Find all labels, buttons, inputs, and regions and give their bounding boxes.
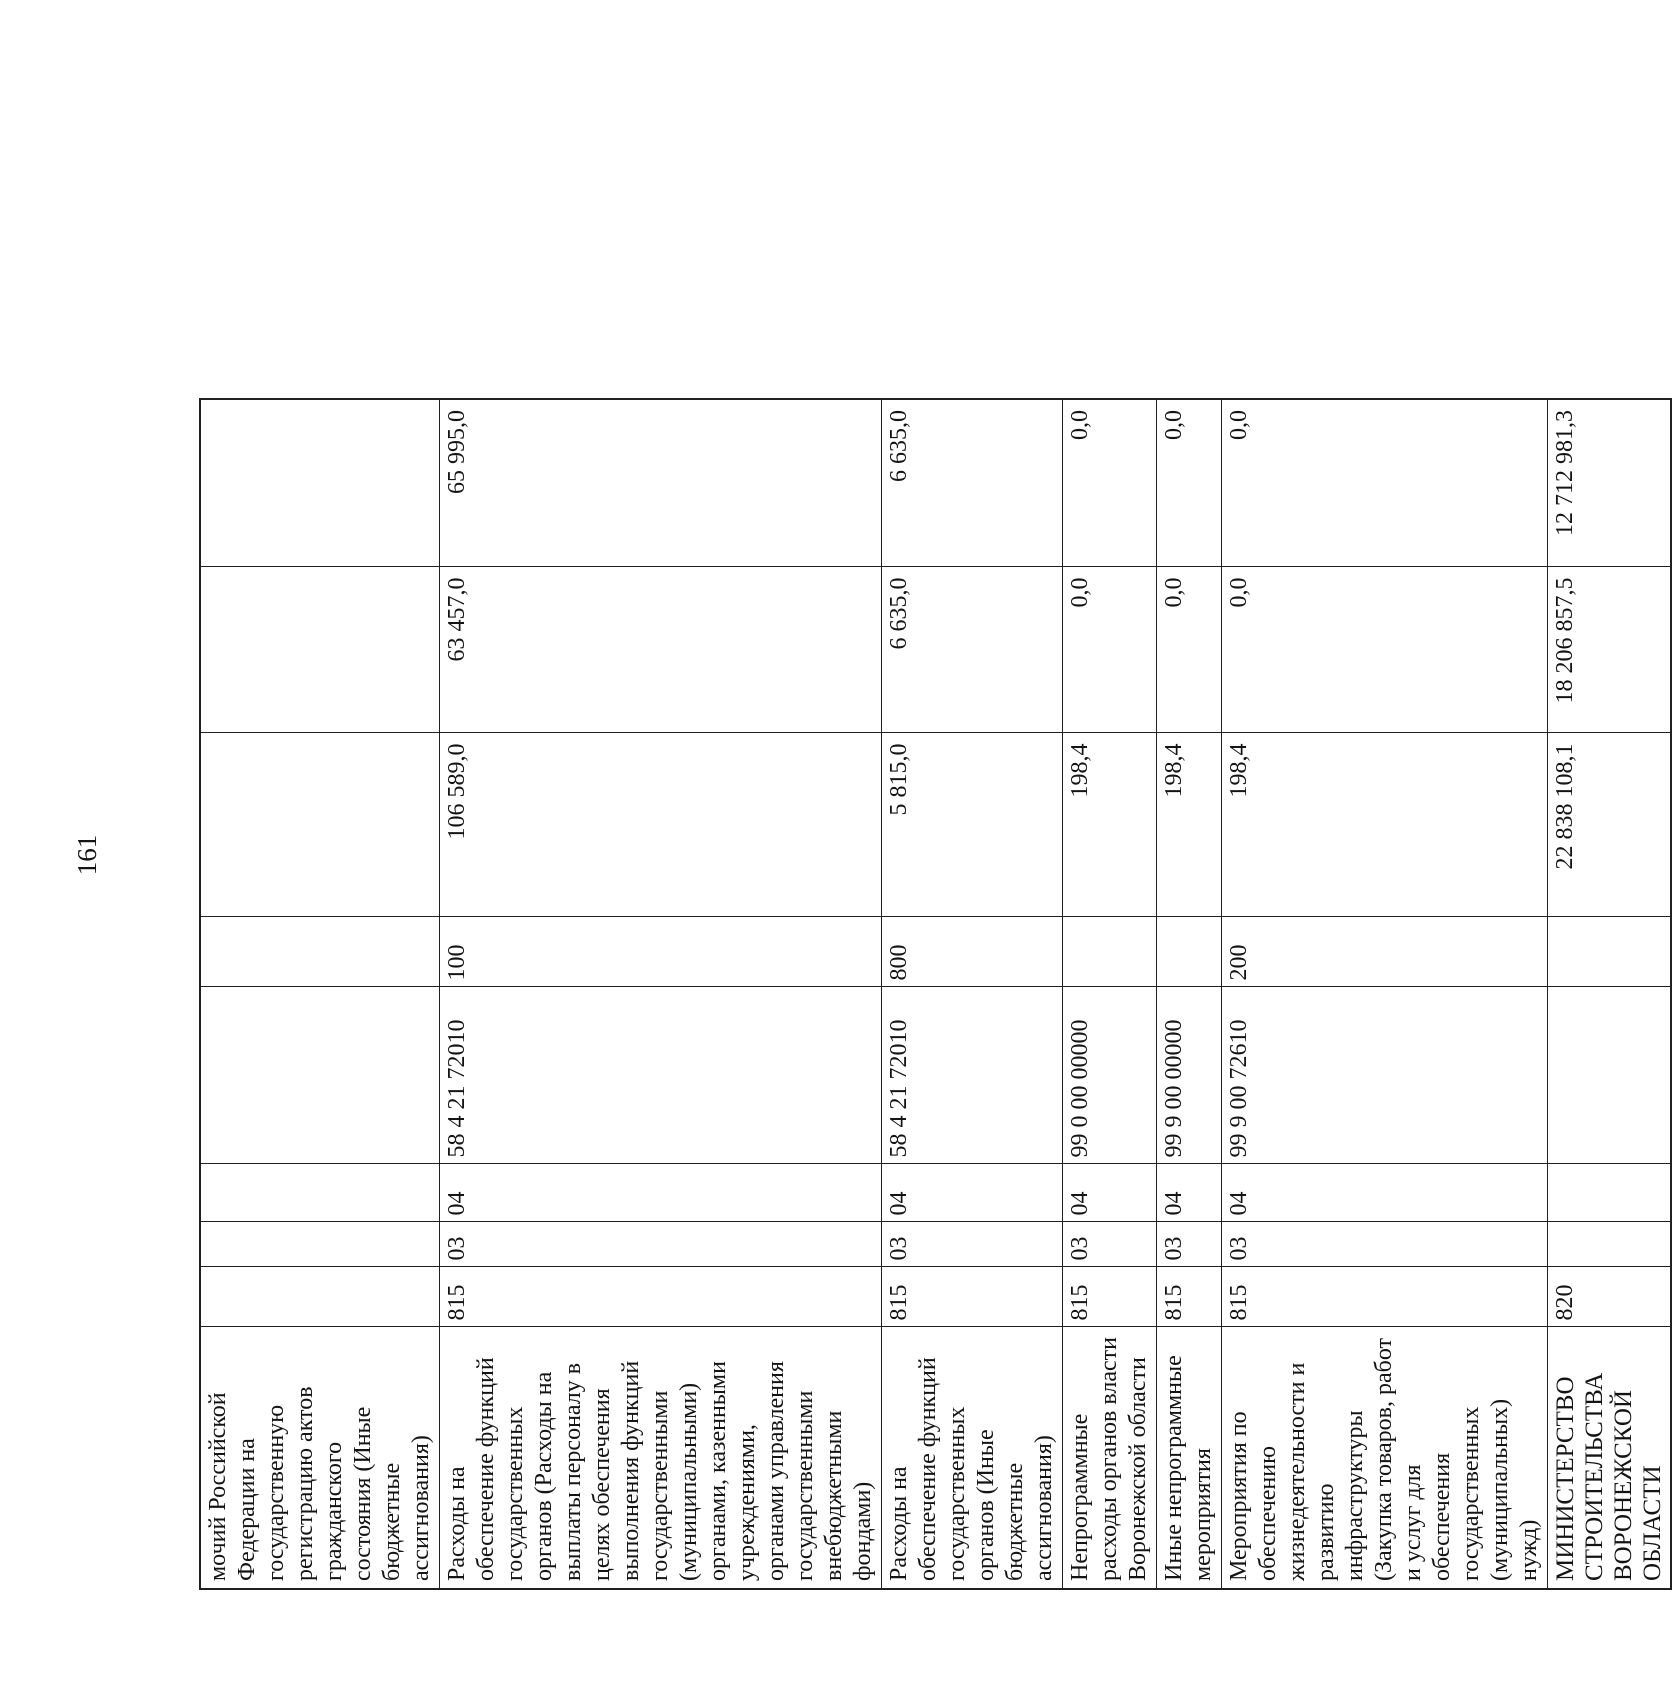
- vr-cell: [200, 917, 440, 987]
- gr-cell: 815: [882, 1267, 1063, 1327]
- pr-cell: [200, 1164, 440, 1222]
- pr-cell: [1548, 1164, 1672, 1222]
- budget-table: [199, 398, 1672, 1590]
- amount-1-cell: 198,4: [1063, 733, 1157, 917]
- csr-cell: [200, 987, 440, 1164]
- row-name-cell: Иные непрограммные мероприятия: [1157, 1327, 1222, 1589]
- csr-cell: 58 4 21 72010: [440, 987, 882, 1164]
- amount-3-cell: 6 635,0: [882, 399, 1063, 567]
- csr-cell: 99 0 00 00000: [1063, 987, 1157, 1164]
- vr-cell: 200: [1222, 917, 1548, 987]
- row-name-cell: Расходы на обеспечение функций государственных органов (Расходы на выплаты персоналу в целях обеспечения выполнения функций государственными (муниципальными) органами, казенными учреждениями, органами управления государственными внебюджетными фондами): [440, 1327, 882, 1589]
- table-row: [1548, 399, 1672, 1589]
- amount-3-cell: [200, 399, 440, 567]
- rz-cell: 03: [1222, 1222, 1548, 1267]
- table-row: [200, 399, 440, 1589]
- csr-cell: 99 9 00 72610: [1222, 987, 1548, 1164]
- gr-cell: 820: [1548, 1267, 1672, 1327]
- csr-cell: 58 4 21 72010: [882, 987, 1063, 1164]
- amount-3-cell: 12 712 981,3: [1548, 399, 1672, 567]
- csr-cell: 99 9 00 00000: [1157, 987, 1222, 1164]
- row-name-cell: Расходы на обеспечение функций государственных органов (Иные бюджетные ассигнования): [882, 1327, 1063, 1589]
- amount-1-cell: [200, 733, 440, 917]
- row-name-cell: Мероприятия по обеспечению жизнедеятельности и развитию инфраструктуры (Закупка товаров, работ и услуг для обеспечения государственных (муниципальных) нужд): [1222, 1327, 1548, 1589]
- gr-cell: 815: [1222, 1267, 1548, 1327]
- amount-1-cell: 198,4: [1222, 733, 1548, 917]
- amount-2-cell: 0,0: [1063, 567, 1157, 733]
- amount-2-cell: 63 457,0: [440, 567, 882, 733]
- amount-1-cell: 5 815,0: [882, 733, 1063, 917]
- rz-cell: 03: [882, 1222, 1063, 1267]
- amount-3-cell: 0,0: [1063, 399, 1157, 567]
- rz-cell: [1548, 1222, 1672, 1267]
- amount-2-cell: [200, 567, 440, 733]
- amount-1-cell: 198,4: [1157, 733, 1222, 917]
- amount-2-cell: 6 635,0: [882, 567, 1063, 733]
- pr-cell: 04: [1063, 1164, 1157, 1222]
- page-number: 161: [72, 834, 102, 876]
- rz-cell: 03: [440, 1222, 882, 1267]
- pr-cell: 04: [1222, 1164, 1548, 1222]
- table-row: [882, 399, 1063, 1589]
- row-name-cell: мочий Российской Федерации на государственную регистрацию актов гражданского состояния (Иные бюджетные ассигнования): [200, 1327, 440, 1589]
- pr-cell: 04: [1157, 1164, 1222, 1222]
- vr-cell: [1548, 917, 1672, 987]
- table-row: [1222, 399, 1548, 1589]
- amount-3-cell: 65 995,0: [440, 399, 882, 567]
- gr-cell: 815: [1063, 1267, 1157, 1327]
- vr-cell: 800: [882, 917, 1063, 987]
- amount-2-cell: 0,0: [1222, 567, 1548, 733]
- amount-3-cell: 0,0: [1157, 399, 1222, 567]
- gr-cell: 815: [1157, 1267, 1222, 1327]
- vr-cell: 100: [440, 917, 882, 987]
- csr-cell: [1548, 987, 1672, 1164]
- table-row: [440, 399, 882, 1589]
- table-row: [1063, 399, 1157, 1589]
- amount-3-cell: 0,0: [1222, 399, 1548, 567]
- rz-cell: [200, 1222, 440, 1267]
- amount-1-cell: 22 838 108,1: [1548, 733, 1672, 917]
- vr-cell: [1157, 917, 1222, 987]
- vr-cell: [1063, 917, 1157, 987]
- amount-1-cell: 106 589,0: [440, 733, 882, 917]
- rz-cell: 03: [1157, 1222, 1222, 1267]
- rz-cell: 03: [1063, 1222, 1157, 1267]
- pr-cell: 04: [882, 1164, 1063, 1222]
- gr-cell: 815: [440, 1267, 882, 1327]
- amount-2-cell: 0,0: [1157, 567, 1222, 733]
- row-name-cell: Непрограммные расходы органов власти Воронежской области: [1063, 1327, 1157, 1589]
- amount-2-cell: 18 206 857,5: [1548, 567, 1672, 733]
- pr-cell: 04: [440, 1164, 882, 1222]
- table-row: [1157, 399, 1222, 1589]
- gr-cell: [200, 1267, 440, 1327]
- row-name-cell: МИНИСТЕРСТВО СТРОИТЕЛЬСТВА ВОРОНЕЖСКОЙ ОБЛАСТИ: [1548, 1327, 1672, 1589]
